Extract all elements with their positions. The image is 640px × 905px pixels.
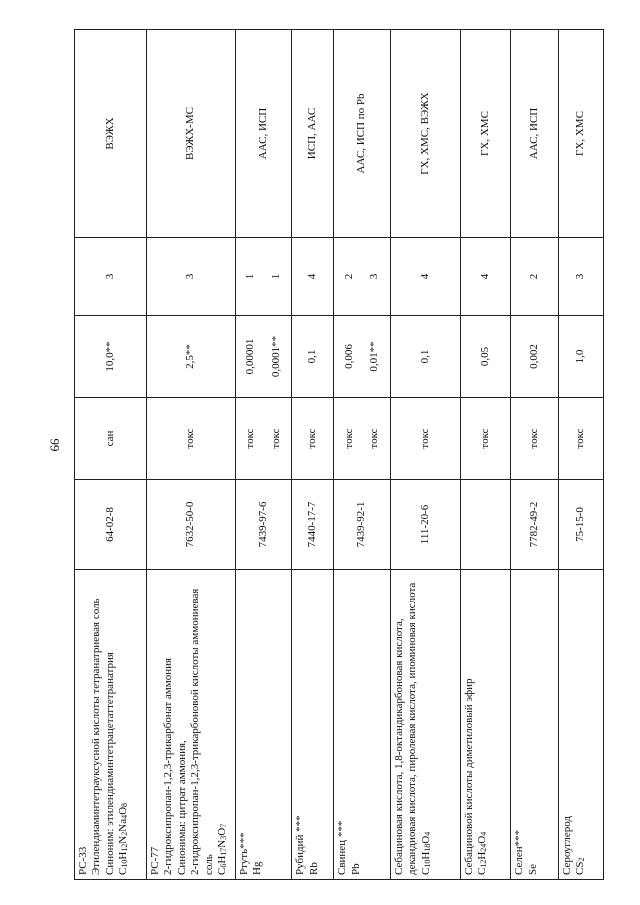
formula-part: 17 [219, 847, 229, 856]
chemical-formula [308, 574, 321, 875]
concentration-value-cell-content [528, 320, 541, 393]
hazard-indicator-cell [390, 398, 460, 480]
hazard-indicator-cell-value: токс [368, 428, 381, 449]
hazard-indicator-cell-content [419, 402, 432, 475]
analysis-method-cell: ГХ, ХМС [558, 30, 603, 238]
cas-number-cell: 7782-49-2 [511, 480, 558, 570]
hazard-class-cell-content [479, 242, 492, 311]
hazard-indicator-cell-value: токс [269, 428, 282, 449]
hazard-indicator-cell-value: токс [478, 428, 491, 449]
hazard-indicator-cell-content [184, 402, 197, 475]
hazard-class-cell-value: 4 [478, 273, 491, 280]
concentration-value-cell [460, 316, 510, 398]
formula-part: 12 [479, 859, 489, 868]
formula-part: C [476, 867, 489, 875]
formula-part: H [419, 851, 432, 860]
hazard-class-cell [147, 238, 236, 316]
hazard-indicator-cell [147, 398, 236, 480]
hazard-class-cell [460, 238, 510, 316]
analysis-method-cell: ААС, ИСП [511, 30, 558, 238]
table-body [75, 30, 604, 880]
cas-number-cell: 7439-92-1 [334, 480, 391, 570]
formula-part: C [216, 867, 229, 875]
table-row [292, 30, 334, 880]
hazard-indicator-cell [334, 398, 391, 480]
hazard-indicator-cell-value: токс [342, 428, 355, 449]
hazard-indicator-cell [75, 398, 147, 480]
substance-name-line: РС-77 [149, 846, 162, 875]
concentration-value-cell-content [574, 320, 587, 393]
substance-name-cell [460, 570, 510, 880]
concentration-value-cell [235, 316, 292, 398]
concentration-value-cell [147, 316, 236, 398]
formula-part: 10 [120, 859, 130, 868]
formula-part: 18 [422, 843, 432, 852]
substance-name-cell [292, 570, 334, 880]
chemical-formula [117, 574, 130, 875]
concentration-value-cell-content [419, 320, 432, 393]
hazard-class-cell-value: 1 [243, 273, 256, 280]
hazard-indicator-cell-value: токс [306, 428, 319, 449]
chemical-formula [527, 574, 540, 875]
hazard-indicator-cell-content [306, 402, 319, 475]
substance-name-line: Сероуглерод [560, 815, 573, 875]
substance-name-cell [558, 570, 603, 880]
chemical-formula [216, 574, 229, 875]
analysis-method-cell: ГХ, ХМС, ВЭЖХ [390, 30, 460, 238]
hazard-class-cell-value: 3 [103, 273, 116, 280]
cas-number-cell [460, 480, 510, 570]
hazard-class-cell [235, 238, 292, 316]
formula-part: O [216, 827, 229, 836]
hazard-class-cell-value: 2 [342, 273, 355, 280]
hazard-class-cell-content [528, 242, 541, 311]
concentration-value-cell-value: 10,0** [103, 341, 116, 372]
concentration-value-cell-content [184, 320, 197, 393]
cas-number-cell: 7632-50-0 [147, 480, 236, 570]
table-row [558, 30, 603, 880]
hazard-indicator-cell-content [528, 402, 541, 475]
hazard-class-cell-value: 1 [269, 273, 282, 280]
formula-part: H [216, 855, 229, 864]
concentration-value-cell-content [238, 320, 290, 393]
formula-part: 2 [120, 831, 130, 836]
concentration-value-cell-value: 0,002 [527, 344, 540, 369]
substance-name-cell [75, 570, 147, 880]
hazard-class-cell [390, 238, 460, 316]
substance-name-line: Синонимы: цитрат аммония, [175, 740, 188, 875]
hazard-class-cell [292, 238, 334, 316]
formula-part: C [117, 867, 130, 875]
hazard-class-cell-content [184, 242, 197, 311]
formula-part: CS [574, 861, 587, 875]
analysis-method-cell: ААС, ИСП по Pb [334, 30, 391, 238]
concentration-value-cell [292, 316, 334, 398]
concentration-value-cell-value: 0,01** [368, 341, 381, 372]
hazard-class-cell-content [104, 242, 117, 311]
hazard-indicator-cell-value: токс [574, 428, 587, 449]
hazard-indicator-cell-content [104, 402, 117, 475]
formula-part: 12 [120, 843, 130, 852]
analysis-method-cell: ИСП, ААС [292, 30, 334, 238]
concentration-value-cell-value: 0,1 [418, 349, 431, 364]
hazard-class-cell-value: 3 [368, 273, 381, 280]
substance-name-line: Себациновая кислота, 1,8-октандикарбоновая кислота, декандиовая кислота, пиролевая кислота, ипоминовая кислота [392, 582, 419, 875]
hazard-indicator-cell [460, 398, 510, 480]
table-row [235, 30, 292, 880]
hazard-class-cell-value: 4 [418, 273, 431, 280]
concentration-value-cell-value: 1,0 [574, 349, 587, 364]
chemical-formula [251, 574, 264, 875]
concentration-value-cell-content [306, 320, 319, 393]
hazard-indicator-cell-content [238, 402, 290, 475]
table-row [75, 30, 147, 880]
substance-name-cell [390, 570, 460, 880]
concentration-value-cell [334, 316, 391, 398]
concentration-value-cell-value: 0,006 [342, 344, 355, 369]
substance-name-line: Этилендиаминтетрауксусной кислоты тетранатриевая соль [90, 598, 103, 875]
concentration-value-cell-content [479, 320, 492, 393]
cas-number-cell: 75-15-0 [558, 480, 603, 570]
substance-name-cell [147, 570, 236, 880]
hazard-class-cell-content [306, 242, 319, 311]
table-row [460, 30, 510, 880]
cas-number-cell: 64-02-8 [75, 480, 147, 570]
formula-part: 3 [219, 835, 229, 840]
hazard-class-cell-content [419, 242, 432, 311]
formula-part: Rb [307, 862, 320, 875]
hazard-class-cell-value: 2 [527, 273, 540, 280]
table-row [334, 30, 391, 880]
substance-name-cell [235, 570, 292, 880]
concentration-value-cell-value: 0,00001 [243, 338, 256, 375]
substances-table [74, 29, 604, 880]
hazard-indicator-cell-value: токс [418, 428, 431, 449]
hazard-indicator-cell-content [479, 402, 492, 475]
substance-name-line: Свинец *** [336, 820, 349, 875]
hazard-class-cell-content [574, 242, 587, 311]
hazard-indicator-cell-value: токс [527, 428, 540, 449]
hazard-class-cell [558, 238, 603, 316]
formula-part: Se [526, 864, 539, 875]
hazard-class-cell-value: 3 [574, 273, 587, 280]
table-row [511, 30, 558, 880]
concentration-value-cell-content [104, 320, 117, 393]
rotated-table-wrapper [74, 30, 604, 880]
hazard-indicator-cell-content [574, 402, 587, 475]
formula-part: 7 [219, 823, 229, 828]
hazard-indicator-cell [511, 398, 558, 480]
formula-part: O [117, 806, 130, 815]
formula-part: 4 [120, 814, 130, 819]
formula-part: O [419, 835, 432, 844]
formula-part: 4 [479, 831, 489, 836]
analysis-method-cell: ГХ, ХМС [460, 30, 510, 238]
formula-part: Pb [349, 863, 362, 875]
hazard-class-cell [75, 238, 147, 316]
concentration-value-cell-value: 0,0001** [269, 335, 282, 378]
substance-name-line: Ртуть*** [237, 832, 250, 875]
substance-name-line: Себациновой кислоты диметиловый эфир [462, 678, 475, 875]
hazard-indicator-cell-content [336, 402, 388, 475]
table-row [390, 30, 460, 880]
analysis-method-cell: ВЭЖХ-МС [147, 30, 236, 238]
substance-name-line: РС-33 [77, 846, 89, 875]
hazard-class-cell-value: 4 [306, 273, 319, 280]
substance-name-cell [511, 570, 558, 880]
formula-part: H [117, 851, 130, 860]
page-number: 66 [47, 438, 62, 452]
concentration-value-cell [75, 316, 147, 398]
substance-name-line: 2-гидроксипропан-1,2,3-трикарбоновой кислоты аммониевая соль [189, 588, 215, 875]
hazard-class-cell-content [336, 242, 388, 311]
formula-part: N [117, 835, 130, 844]
formula-part: 6 [219, 863, 229, 868]
cas-number-cell: 7439-97-6 [235, 480, 292, 570]
concentration-value-cell [511, 316, 558, 398]
chemical-formula [350, 574, 363, 875]
analysis-method-cell: ААС, ИСП [235, 30, 292, 238]
chemical-formula [476, 574, 489, 875]
hazard-indicator-cell-value: сан [103, 430, 116, 447]
substance-name-line: Синоним: этилендиаминтетрацетаттетранатрия [103, 652, 116, 875]
hazard-class-cell [511, 238, 558, 316]
formula-part: O [476, 835, 489, 844]
hazard-indicator-cell-value: токс [243, 428, 256, 449]
hazard-class-cell [334, 238, 391, 316]
chemical-formula [574, 574, 587, 875]
concentration-value-cell-content [336, 320, 388, 393]
cas-number-cell: 111-20-6 [390, 480, 460, 570]
formula-part: 2 [577, 857, 587, 862]
hazard-class-cell-content [238, 242, 290, 311]
concentration-value-cell-value: 2,5** [184, 344, 197, 369]
chemical-formula [420, 574, 433, 875]
substance-name-line: 2-гидроксипропан-1,2,3-трикарбонат аммония [162, 657, 175, 875]
concentration-value-cell-value: 0,1 [306, 349, 319, 364]
substance-name-line: Рубидий *** [294, 815, 307, 875]
hazard-class-cell-value: 3 [184, 273, 197, 280]
concentration-value-cell [390, 316, 460, 398]
hazard-indicator-cell [235, 398, 292, 480]
formula-part: H [476, 851, 489, 860]
formula-part: 10 [422, 859, 432, 868]
page-content [74, 30, 604, 880]
analysis-method-cell: ВЭЖХ [75, 30, 147, 238]
formula-part: Hg [250, 861, 263, 875]
formula-part: Na [117, 818, 130, 832]
hazard-indicator-cell [292, 398, 334, 480]
table-row [147, 30, 236, 880]
formula-part: 24 [479, 843, 489, 852]
cas-number-cell: 7440-17-7 [292, 480, 334, 570]
substance-name-line: Селен*** [513, 829, 526, 875]
hazard-indicator-cell [558, 398, 603, 480]
formula-part: 8 [120, 802, 130, 807]
formula-part: 4 [422, 831, 432, 836]
concentration-value-cell [558, 316, 603, 398]
concentration-value-cell-value: 0,05 [478, 346, 491, 367]
formula-part: C [419, 867, 432, 875]
substance-name-cell [334, 570, 391, 880]
formula-part: N [216, 839, 229, 848]
hazard-indicator-cell-value: токс [184, 428, 197, 449]
